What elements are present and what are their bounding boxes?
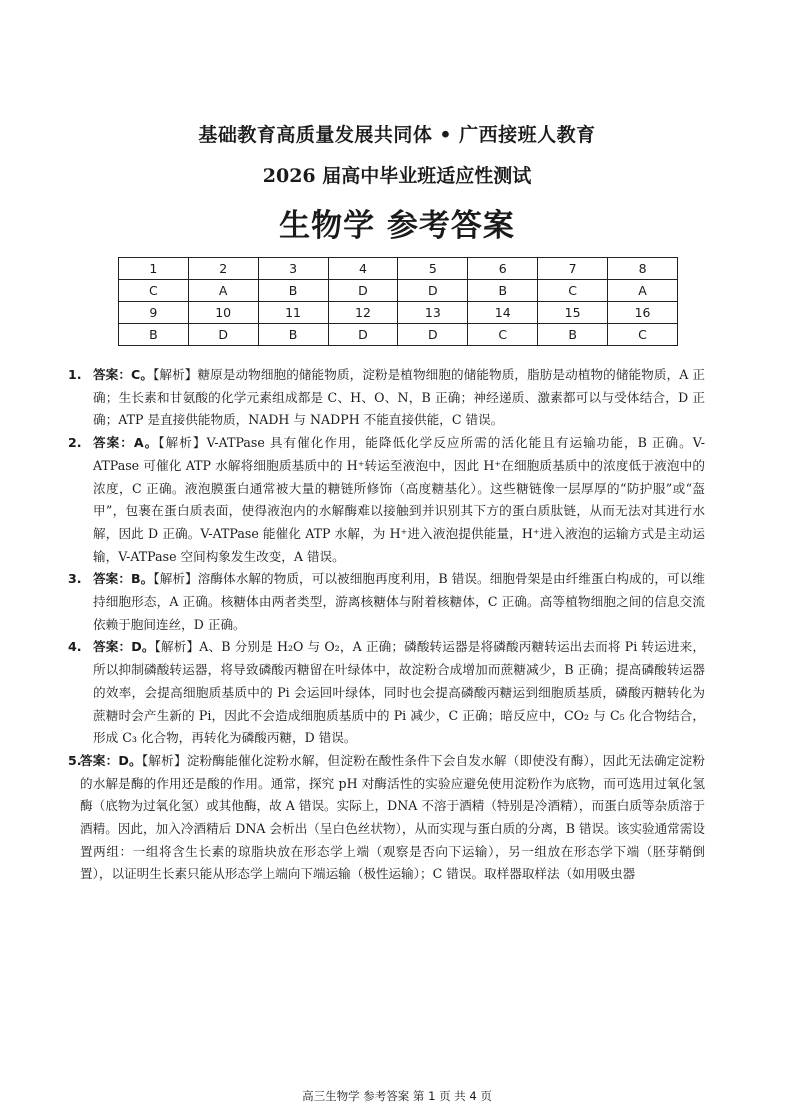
question-number-cell: 10 xyxy=(188,302,258,324)
question-number-cell: 7 xyxy=(538,258,608,280)
question-number-cell: 12 xyxy=(328,302,398,324)
item-number: 2. xyxy=(68,435,82,451)
answer-cell: B xyxy=(538,324,608,346)
question-number-cell: 8 xyxy=(608,258,678,280)
item-number: 1. xyxy=(68,367,82,382)
answer-cell: C xyxy=(608,324,678,346)
answer-table-row xyxy=(119,258,678,280)
item-text: 【解析】A、B 分别是 H₂O 与 O₂，A 正确；磷酸转运器是将磷酸丙糖转运出去而将 Pi 转运进来，所以抑制磷酸转运器，将导致磷酸丙糖留在叶绿体中，故淀粉合成增加而蔗糖减少，B 正确；提高磷酸转运器的效率，会提高细胞质基质中的 Pi 会运回叶绿体，同时也会提高磷酸丙糖运到细胞质基质，磷酸丙糖转化为蔗糖时会产生新的 Pi，因此不会造成细胞质基质中的 Pi 减少，C 正确；暗反应中，CO₂ 与 C₅ 化合物结合，形成 C₃ 化合物，再转化为磷酸丙糖，D 错误。 xyxy=(93,639,705,746)
explanation-item-4 xyxy=(68,636,705,750)
answer-cell: B xyxy=(468,280,538,302)
question-number-cell: 15 xyxy=(538,302,608,324)
answer-cell: B xyxy=(258,324,328,346)
item-text: 【解析】糖原是动物细胞的储能物质，淀粉是植物细胞的储能物质，脂肪是动植物的储能物质，A 正确；生长素和甘氨酸的化学元素组成都是 C、H、O、N，B 正确；神经递质、激素都可以与受体结合，D 正确；ATP 是直接供能物质，NADH 与 NADPH 不能直接供能，C 错误。 xyxy=(93,367,705,428)
answer-cell: C xyxy=(538,280,608,302)
explanation-item-5 xyxy=(68,750,705,886)
page-footer: 高三生物学 参考答案 第 1 页 共 4 页 xyxy=(302,1089,492,1103)
organization-title: 基础教育高质量发展共同体 • 广西接班人教育 xyxy=(198,124,596,146)
answer-cell: B xyxy=(119,324,189,346)
item-answer: 答案：B。 xyxy=(93,571,154,587)
answer-table xyxy=(118,257,678,346)
question-number-cell: 3 xyxy=(258,258,328,280)
item-number: 4. xyxy=(68,639,82,655)
answer-table-row xyxy=(119,280,678,302)
item-answer: 答案：A。 xyxy=(93,435,159,451)
answer-cell: C xyxy=(468,324,538,346)
answer-cell: D xyxy=(328,280,398,302)
answer-cell: D xyxy=(188,324,258,346)
explanations-list xyxy=(68,364,705,886)
question-number-cell: 4 xyxy=(328,258,398,280)
subject-title: 生物学 参考答案 xyxy=(279,208,515,244)
answer-cell: D xyxy=(398,280,468,302)
item-text: 【解析】淀粉酶能催化淀粉水解，但淀粉在酸性条件下会自发水解（即使没有酶），因此无法确定淀粉的水解是酶的作用还是酸的作用。通常，探究 pH 对酶活性的实验应避免使用淀粉作为底物，而可选用过氧化氢酶（底物为过氧化氢）或其他酶，故 A 错误。实际上，DNA 不溶于酒精（特别是冷酒精），而蛋白质等杂质溶于酒精。因此，加入冷酒精后 DNA 会析出（呈白色丝状物），从而实现与蛋白质的分离，B 错误。该实验通常需设置两组：一组将含生长素的琼脂块放在形态学上端（观察是否向下运输），另一组放在形态学下端（胚芽鞘倒置），以证明生长素只能从形态学上端向下端运输（极性运输）；C 错误。取样器取样法（如用吸虫器 xyxy=(80,752,705,882)
question-number-cell: 13 xyxy=(398,302,468,324)
question-number-cell: 9 xyxy=(119,302,189,324)
item-answer: 答案：D。 xyxy=(80,752,142,768)
item-answer: 答案：D。 xyxy=(93,639,155,655)
item-text: 【解析】V-ATPase 具有催化作用，能降低化学反应所需的活化能且有运输功能，B 正确。V-ATPase 可催化 ATP 水解将细胞质基质中的 H⁺转运至液泡中，因此 H⁺在细胞质基质中的浓度低于液泡中的浓度，C 正确。液泡膜蛋白通常被大量的糖链所修饰（高度糖基化）。这些糖链像一层厚厚的“防护服”或“盔甲”，包裹在蛋白质表面，使得液泡内的水解酶难以接触到并识别其下方的蛋白质肽链，从而无法对其进行水解，因此 D 正确。V-ATPase 能催化 ATP 水解，为 H⁺进入液泡提供能量，H⁺进入液泡的运输方式是主动运输，V-ATPase 空间构象发生改变，A 错误。 xyxy=(93,435,705,564)
explanation-item-2 xyxy=(68,432,705,568)
answer-cell: A xyxy=(188,280,258,302)
item-number: 5. xyxy=(68,752,82,768)
question-number-cell: 1 xyxy=(119,258,189,280)
answer-cell: C xyxy=(119,280,189,302)
question-number-cell: 5 xyxy=(398,258,468,280)
answer-cell: B xyxy=(258,280,328,302)
question-number-cell: 16 xyxy=(608,302,678,324)
question-number-cell: 11 xyxy=(258,302,328,324)
answer-cell: D xyxy=(328,324,398,346)
exam-title: 2026 届高中毕业班适应性测试 xyxy=(262,165,532,187)
item-number: 3. xyxy=(68,571,82,587)
explanation-item-1 xyxy=(68,364,705,432)
question-number-cell: 6 xyxy=(468,258,538,280)
item-text: 【解析】溶酶体水解的物质，可以被细胞再度利用，B 错误。细胞骨架是由纤维蛋白构成的，可以维持细胞形态，A 正确。核糖体由两者类型，游离核糖体与附着核糖体，C 正确。高等植物细胞之间的信息交流依赖于胞间连丝，D 正确。 xyxy=(93,571,705,632)
question-number-cell: 2 xyxy=(188,258,258,280)
answer-table-row xyxy=(119,302,678,324)
item-answer: 答案：C。 xyxy=(93,367,154,382)
question-number-cell: 14 xyxy=(468,302,538,324)
answer-cell: A xyxy=(608,280,678,302)
explanation-item-3 xyxy=(68,568,705,636)
answer-cell: D xyxy=(398,324,468,346)
answer-table-row xyxy=(119,324,678,346)
